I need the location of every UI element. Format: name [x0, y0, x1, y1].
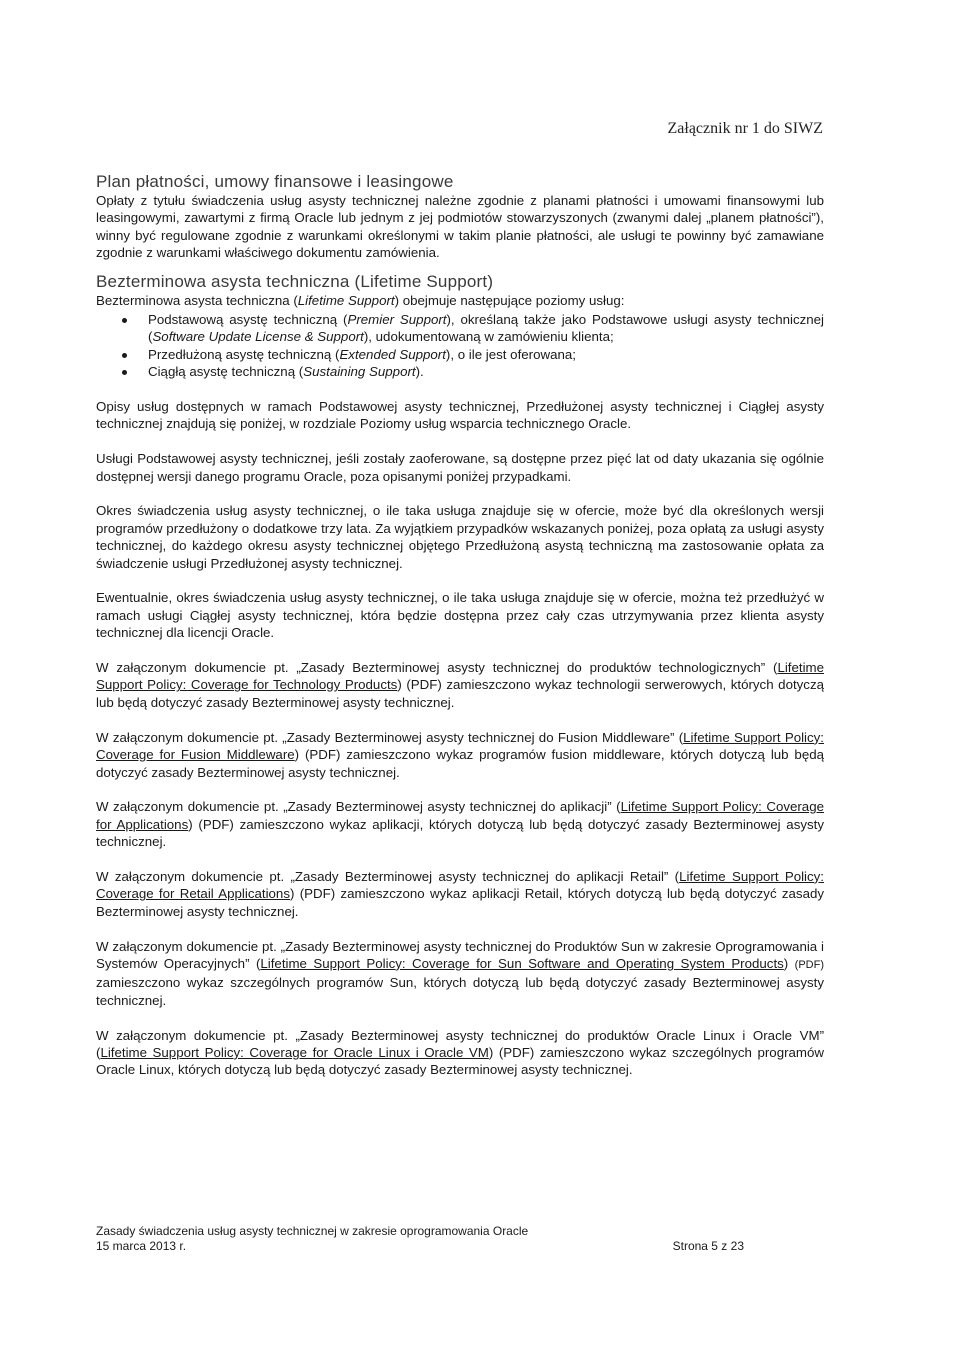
footer-date: 15 marca 2013 r. — [96, 1239, 187, 1253]
page-number: Strona 5 z 23 — [672, 1239, 744, 1253]
bullet-icon — [122, 370, 127, 375]
list-item: Podstawową asystę techniczną (Premier Support), określaną także jako Podstawowe usługi asysty technicznej (Software Update License & Support), udokumentowaną w zamówieniu klienta; — [96, 311, 824, 346]
paragraph-doc-sun: W załączonym dokumencie pt. „Zasady Bezterminowej asysty technicznej do Produktów Sun w zakresie Oprogramowania i Systemów Operacyjnych” (Lifetime Support Policy: Coverage for Sun Software and Operating System Products) (PDF) zamieszczono wykaz szczególnych programów Sun, których dotyczą lub będą dotyczyć zasady Bezterminowej asysty technicznej. — [96, 938, 824, 1008]
paragraph-doc-retail: W załączonym dokumencie pt. „Zasady Bezterminowej asysty technicznej do aplikacji Retail” (Lifetime Support Policy: Coverage for Retail Applications) (PDF) zamieszczono wykaz aplikacji Retail, których dotyczą lub będą dotyczyć zasady Bezterminowej asysty technicznej. — [96, 868, 825, 919]
bullet-icon — [122, 318, 127, 323]
paragraph-doc-applications: W załączonym dokumencie pt. „Zasady Bezterminowej asysty technicznej do aplikacji” (Lifetime Support Policy: Coverage for Applications) (PDF) zamieszczono wykaz aplikacji, których dotyczą lub będą dotyczyć zasady Bezterminowej asysty technicznej. — [96, 799, 824, 850]
section-title-lifetime-support: Bezterminowa asysta techniczna (Lifetime Support) — [96, 271, 494, 291]
document-body — [96, 172, 824, 1079]
link-oracle-linux-vm[interactable]: Lifetime Support Policy: Coverage for Oracle Linux i Oracle VM — [100, 1044, 489, 1060]
paragraph-doc-fusion: W załączonym dokumencie pt. „Zasady Bezterminowej asysty technicznej do Fusion Middleware” (Lifetime Support Policy: Coverage for Fusion Middleware) (PDF) zamieszczono wykaz programów fusion middleware, których dotyczą lub będą dotyczyć zasady Bezterminowej asysty technicznej. — [96, 729, 824, 780]
attachment-label: Załącznik nr 1 do SIWZ — [667, 120, 823, 137]
link-fusion-middleware[interactable]: Lifetime Support Policy: Coverage for Fusion Middleware — [96, 729, 824, 763]
paragraph-service-descriptions: Opisy usług dostępnych w ramach Podstawowej asysty technicznej, Przedłużonej asysty technicznej i Ciągłej asysty technicznej znajdują się poniżej, w rozdziale Poziomy usług wsparcia technicznego Oracle. — [96, 399, 824, 432]
link-technology-products[interactable]: Lifetime Support Policy: Coverage for Technology Products — [96, 660, 824, 693]
link-retail-applications[interactable]: Lifetime Support Policy: Coverage for Retail Applications — [96, 868, 824, 902]
link-sun-products[interactable]: Lifetime Support Policy: Coverage for Sun Software and Operating System Products — [260, 955, 784, 971]
footer-title: Zasady świadczenia usług asysty technicznej w zakresie oprogramowania Oracle — [96, 1224, 529, 1238]
section-title-payment-plans: Plan płatności, umowy finansowe i leasingowe — [96, 172, 454, 191]
list-item: Przedłużoną asystę techniczną (Extended Support), o ile jest oferowana; — [96, 346, 824, 363]
paragraph-payment-plans: Opłaty z tytułu świadczenia usług asysty technicznej należne zgodnie z planami płatności i umowami finansowymi lub leasingowymi, zawartymi z firmą Oracle lub jednym z jej podmiotów stowarzyszonych (zwanymi dalej „planem płatności”), winny być regulowane zgodnie z warunkami określonymi w takim planie płatności, ale usługi te powinny być zamawiane zgodnie z warunkami właściwego dokumentu zamówienia. — [96, 193, 824, 261]
link-applications[interactable]: Lifetime Support Policy: Coverage for Applications — [96, 799, 824, 832]
bullet-icon — [122, 353, 127, 358]
paragraph-sustaining-support: Ewentualnie, okres świadczenia usług asysty technicznej, o ile taka usługa znajduje się w ofercie, można też przedłużyć w ramach usługi Ciągłej asysty technicznej, która będzie dostępna przez cały czas utrzymywania przez klienta asysty technicznej dla licencji Oracle. — [96, 590, 824, 641]
paragraph-premier-duration: Usługi Podstawowej asysty technicznej, jeśli zostały zaoferowane, są dostępne przez pięć lat od daty ukazania się ogólnie dostępnej wersji danego programu Oracle, poza opisanymi poniżej przypadkami. — [96, 451, 824, 484]
paragraph-extended-support: Okres świadczenia usług asysty technicznej, o ile taka usługa znajduje się w ofercie, może być dla określonych wersji programów przedłużony o dodatkowe trzy lata. Za wyjątkiem przypadków wskazanych poniżej, poza opłatą za usługi asysty technicznej, do każdego okresu asysty technicznej objętego Przedłużoną asystą techniczną ma zastosowanie opłata za świadczenie usługi Przedłużonej asysty technicznej. — [96, 503, 824, 571]
page-footer — [96, 1224, 756, 1254]
paragraph-doc-technology: W załączonym dokumencie pt. „Zasady Bezterminowej asysty technicznej do produktów technologicznych” (Lifetime Support Policy: Coverage for Technology Products) (PDF) zamieszczono wykaz technologii serwerowych, których dotyczą lub będą dotyczyć zasady Bezterminowej asysty technicznej. — [96, 660, 825, 710]
paragraph-lifetime-intro: Bezterminowa asysta techniczna (Lifetime Support) obejmuje następujące poziomy usług: — [96, 292, 625, 308]
paragraph-doc-linux: W załączonym dokumencie pt. „Zasady Bezterminowej asysty technicznej do produktów Oracle Linux i Oracle VM” (Lifetime Support Policy: Coverage for Oracle Linux i Oracle VM) (PDF) zamieszczono wykaz szczególnych programów Oracle Linux, których dotyczą lub będą dotyczyć zasady Bezterminowej asysty technicznej. — [96, 1027, 824, 1078]
list-item: Ciągłą asystę techniczną (Sustaining Support). — [96, 363, 824, 380]
support-levels-list — [96, 311, 824, 381]
